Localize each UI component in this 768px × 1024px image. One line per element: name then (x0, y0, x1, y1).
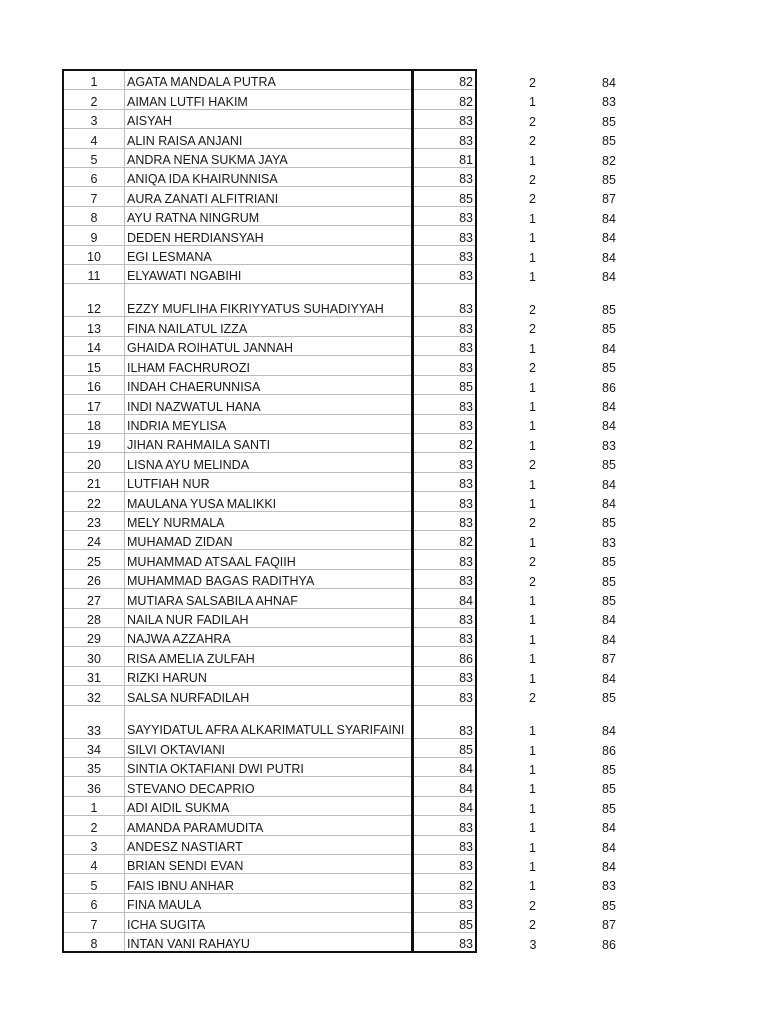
final-score-cell: 84 (602, 211, 616, 226)
final-score-cell: 85 (602, 114, 616, 129)
final-score-cell: 84 (602, 671, 616, 686)
bonus-cell: 1 (529, 231, 536, 246)
final-score-cell: 85 (602, 361, 616, 376)
score-cell: 83 (413, 168, 477, 187)
row-number-cell: 5 (63, 148, 125, 167)
score-cell: 83 (413, 835, 477, 854)
row-number-cell: 7 (63, 187, 125, 206)
student-name-cell: MAULANA YUSA MALIKKI (125, 492, 413, 511)
score-cell: 81 (413, 148, 477, 167)
row-number-cell: 26 (63, 569, 125, 588)
bonus-cell: 1 (529, 743, 536, 758)
score-cell: 83 (413, 569, 477, 588)
final-score-cell: 84 (602, 269, 616, 284)
score-cell: 83 (413, 855, 477, 874)
final-score-cell: 85 (602, 801, 616, 816)
bonus-cell: 1 (529, 535, 536, 550)
student-name-cell: MELY NURMALA (125, 511, 413, 530)
row-number-cell: 23 (63, 511, 125, 530)
student-name-cell: MUHAMMAD BAGAS RADITHYA (125, 569, 413, 588)
student-name-cell: SAYYIDATUL AFRA ALKARIMATULL SYARIFAINI (125, 705, 413, 738)
row-number-cell: 17 (63, 395, 125, 414)
table-row (63, 569, 629, 588)
final-score-cell: 85 (602, 302, 616, 317)
table-row (63, 226, 629, 245)
bonus-cell: 2 (529, 574, 536, 589)
bonus-cell: 1 (529, 380, 536, 395)
student-name-cell: AISYAH (125, 109, 413, 128)
score-cell: 83 (413, 453, 477, 472)
row-number-cell: 6 (63, 168, 125, 187)
bonus-cell: 1 (529, 497, 536, 512)
row-number-cell: 9 (63, 226, 125, 245)
student-name-cell: ILHAM FACHRUROZI (125, 356, 413, 375)
score-cell: 85 (413, 375, 477, 394)
student-name-cell: DEDEN HERDIANSYAH (125, 226, 413, 245)
student-name-cell: AGATA MANDALA PUTRA (125, 70, 413, 90)
row-number-cell: 21 (63, 472, 125, 491)
row-number-cell: 3 (63, 835, 125, 854)
table-row (63, 453, 629, 472)
table-row (63, 356, 629, 375)
table-row (63, 284, 629, 317)
bonus-cell: 2 (529, 172, 536, 187)
table-row (63, 627, 629, 646)
row-number-cell: 20 (63, 453, 125, 472)
table-row (63, 168, 629, 187)
bonus-cell: 1 (529, 782, 536, 797)
score-cell: 83 (413, 932, 477, 952)
final-score-cell: 85 (602, 516, 616, 531)
bonus-cell: 1 (529, 269, 536, 284)
row-number-cell: 11 (63, 265, 125, 284)
score-cell: 83 (413, 265, 477, 284)
final-score-cell: 84 (602, 231, 616, 246)
student-name-cell: FINA NAILATUL IZZA (125, 317, 413, 336)
student-name-cell: RISA AMELIA ZULFAH (125, 647, 413, 666)
final-score-cell: 85 (602, 762, 616, 777)
row-number-cell: 5 (63, 874, 125, 893)
final-score-cell: 85 (602, 782, 616, 797)
final-score-cell: 84 (602, 840, 616, 855)
final-score-cell: 84 (602, 497, 616, 512)
student-name-cell: ANDRA NENA SUKMA JAYA (125, 148, 413, 167)
table-row (63, 109, 629, 128)
row-number-cell: 12 (63, 284, 125, 317)
final-score-cell: 84 (602, 341, 616, 356)
row-number-cell: 4 (63, 855, 125, 874)
score-cell: 84 (413, 589, 477, 608)
final-score-cell: 83 (602, 95, 616, 110)
score-cell: 83 (413, 414, 477, 433)
bonus-cell: 2 (529, 918, 536, 933)
row-number-cell: 1 (63, 796, 125, 815)
table-row (63, 608, 629, 627)
final-score-cell: 84 (602, 400, 616, 414)
final-score-cell: 87 (602, 652, 616, 667)
score-cell: 83 (413, 472, 477, 491)
bonus-cell: 1 (529, 879, 536, 894)
table-row (63, 589, 629, 608)
score-cell: 82 (413, 433, 477, 452)
student-name-cell: SILVI OKTAVIANI (125, 738, 413, 757)
table-row (63, 796, 629, 815)
bonus-cell: 2 (529, 114, 536, 129)
final-score-cell: 85 (602, 322, 616, 337)
row-number-cell: 19 (63, 433, 125, 452)
final-score-cell: 86 (602, 380, 616, 395)
score-cell: 85 (413, 913, 477, 932)
bonus-cell: 1 (529, 652, 536, 667)
final-score-cell: 87 (602, 192, 616, 207)
row-number-cell: 33 (63, 705, 125, 738)
final-score-cell: 84 (602, 419, 616, 434)
table-row (63, 492, 629, 511)
student-name-cell: LUTFIAH NUR (125, 472, 413, 491)
score-cell: 83 (413, 511, 477, 530)
student-name-cell: AURA ZANATI ALFITRIANI (125, 187, 413, 206)
student-name-cell: LISNA AYU MELINDA (125, 453, 413, 472)
table-row (63, 336, 629, 355)
bonus-cell: 1 (529, 840, 536, 855)
score-cell: 82 (413, 70, 477, 90)
table-row (63, 777, 629, 796)
row-number-cell: 14 (63, 336, 125, 355)
score-cell: 86 (413, 647, 477, 666)
table-row (63, 472, 629, 491)
student-name-cell: ADI AIDIL SUKMA (125, 796, 413, 815)
bonus-cell: 2 (529, 302, 536, 317)
table-row (63, 206, 629, 225)
student-name-cell: STEVANO DECAPRIO (125, 777, 413, 796)
table-row (63, 913, 629, 932)
final-score-cell: 85 (602, 134, 616, 149)
row-number-cell: 15 (63, 356, 125, 375)
student-name-cell: BRIAN SENDI EVAN (125, 855, 413, 874)
bonus-cell: 1 (529, 341, 536, 356)
score-cell: 83 (413, 816, 477, 835)
bonus-cell: 2 (529, 691, 536, 706)
final-score-cell: 85 (602, 458, 616, 473)
final-score-cell: 85 (602, 691, 616, 706)
row-number-cell: 24 (63, 530, 125, 549)
bonus-cell: 2 (529, 361, 536, 376)
student-name-cell: MUHAMMAD ATSAAL FAQIIH (125, 550, 413, 569)
student-name-cell: RIZKI HARUN (125, 666, 413, 685)
student-name-cell: INDRIA MEYLISA (125, 414, 413, 433)
table-row (63, 129, 629, 148)
table-row (63, 90, 629, 109)
bonus-cell: 1 (529, 801, 536, 816)
score-cell: 83 (413, 284, 477, 317)
row-number-cell: 3 (63, 109, 125, 128)
score-cell: 82 (413, 530, 477, 549)
final-score-cell: 86 (602, 938, 616, 953)
student-name-cell: NAJWA AZZAHRA (125, 627, 413, 646)
final-score-cell: 84 (602, 632, 616, 647)
score-cell: 83 (413, 129, 477, 148)
final-score-cell: 85 (602, 898, 616, 913)
final-score-cell: 87 (602, 918, 616, 933)
row-number-cell: 18 (63, 414, 125, 433)
table-row (63, 647, 629, 666)
student-name-cell: GHAIDA ROIHATUL JANNAH (125, 336, 413, 355)
table-row (63, 511, 629, 530)
student-name-cell: SALSA NURFADILAH (125, 686, 413, 705)
score-cell: 83 (413, 627, 477, 646)
row-number-cell: 27 (63, 589, 125, 608)
final-score-cell: 83 (602, 879, 616, 894)
score-cell: 85 (413, 738, 477, 757)
row-number-cell: 28 (63, 608, 125, 627)
table-row (63, 666, 629, 685)
final-score-cell: 84 (602, 724, 616, 739)
student-name-cell: INTAN VANI RAHAYU (125, 932, 413, 952)
row-number-cell: 6 (63, 893, 125, 912)
student-name-cell: FINA MAULA (125, 893, 413, 912)
final-score-cell: 84 (602, 477, 616, 492)
score-cell: 84 (413, 796, 477, 815)
row-number-cell: 25 (63, 550, 125, 569)
table-row (63, 855, 629, 874)
bonus-cell: 1 (529, 400, 536, 414)
final-score-cell: 85 (602, 555, 616, 570)
bonus-cell: 1 (529, 153, 536, 168)
row-number-cell: 2 (63, 816, 125, 835)
table-row (63, 433, 629, 452)
bonus-cell: 1 (529, 671, 536, 686)
bonus-cell: 1 (529, 594, 536, 609)
bonus-cell: 1 (529, 95, 536, 110)
table-row (63, 395, 629, 414)
row-number-cell: 30 (63, 647, 125, 666)
row-number-cell: 35 (63, 758, 125, 777)
student-name-cell: ELYAWATI NGABIHI (125, 265, 413, 284)
student-name-cell: ALIN RAISA ANJANI (125, 129, 413, 148)
table-row (63, 550, 629, 569)
row-number-cell: 34 (63, 738, 125, 757)
bonus-cell: 1 (529, 762, 536, 777)
table-row (63, 148, 629, 167)
bonus-cell: 2 (529, 322, 536, 337)
final-score-cell: 83 (602, 535, 616, 550)
table-row (63, 816, 629, 835)
bonus-cell: 2 (529, 134, 536, 149)
student-name-cell: AMANDA PARAMUDITA (125, 816, 413, 835)
final-score-cell: 85 (602, 574, 616, 589)
row-number-cell: 7 (63, 913, 125, 932)
score-cell: 84 (413, 758, 477, 777)
final-score-cell: 85 (602, 172, 616, 187)
row-number-cell: 22 (63, 492, 125, 511)
table-row (63, 705, 629, 738)
score-cell: 83 (413, 666, 477, 685)
score-cell: 83 (413, 206, 477, 225)
score-cell: 83 (413, 686, 477, 705)
score-cell: 83 (413, 492, 477, 511)
table-row (63, 245, 629, 264)
score-cell: 83 (413, 245, 477, 264)
bonus-cell: 1 (529, 211, 536, 226)
row-number-cell: 29 (63, 627, 125, 646)
score-cell: 83 (413, 336, 477, 355)
table-body (63, 70, 629, 952)
table-row (63, 375, 629, 394)
student-name-cell: EZZY MUFLIHA FIKRIYYATUS SUHADIYYAH (125, 284, 413, 317)
student-name-cell: EGI LESMANA (125, 245, 413, 264)
score-cell: 82 (413, 90, 477, 109)
table-row (63, 187, 629, 206)
final-score-cell: 84 (602, 613, 616, 628)
bonus-cell: 2 (529, 516, 536, 531)
score-cell: 83 (413, 608, 477, 627)
bonus-cell: 1 (529, 859, 536, 874)
student-name-cell: NAILA NUR FADILAH (125, 608, 413, 627)
table-row (63, 874, 629, 893)
row-number-cell: 31 (63, 666, 125, 685)
bonus-cell: 2 (529, 458, 536, 473)
score-cell: 82 (413, 874, 477, 893)
row-number-cell: 13 (63, 317, 125, 336)
bonus-cell: 1 (529, 821, 536, 836)
final-score-cell: 86 (602, 743, 616, 758)
bonus-cell: 3 (529, 938, 537, 953)
bonus-cell: 2 (529, 898, 536, 913)
score-cell: 83 (413, 705, 477, 738)
row-number-cell: 36 (63, 777, 125, 796)
student-name-cell: AIMAN LUTFI HAKIM (125, 90, 413, 109)
score-cell: 83 (413, 356, 477, 375)
score-cell: 83 (413, 317, 477, 336)
table-row (63, 414, 629, 433)
score-cell: 83 (413, 226, 477, 245)
student-name-cell: INDAH CHAERUNNISA (125, 375, 413, 394)
bonus-cell: 1 (529, 438, 536, 453)
table-row (63, 738, 629, 757)
bonus-cell: 1 (529, 724, 536, 739)
score-cell: 85 (413, 187, 477, 206)
bonus-cell: 2 (529, 192, 536, 207)
row-number-cell: 1 (63, 70, 125, 90)
bonus-cell: 1 (529, 632, 536, 647)
bonus-cell: 1 (529, 477, 536, 492)
table-row (63, 70, 629, 90)
final-score-cell: 83 (602, 438, 616, 453)
row-number-cell: 4 (63, 129, 125, 148)
score-cell: 83 (413, 395, 477, 414)
table-row (63, 265, 629, 284)
table-row (63, 317, 629, 336)
score-cell: 84 (413, 777, 477, 796)
row-number-cell: 8 (63, 206, 125, 225)
final-score-cell: 84 (602, 859, 616, 874)
final-score-cell: 85 (602, 594, 616, 609)
student-name-cell: MUTIARA SALSABILA AHNAF (125, 589, 413, 608)
final-score-cell: 84 (602, 75, 616, 90)
bonus-cell: 2 (529, 75, 536, 90)
student-score-table (62, 69, 630, 953)
row-number-cell: 2 (63, 90, 125, 109)
student-name-cell: AYU RATNA NINGRUM (125, 206, 413, 225)
row-number-cell: 32 (63, 686, 125, 705)
score-cell: 83 (413, 893, 477, 912)
bonus-cell: 1 (529, 613, 536, 628)
score-cell: 83 (413, 550, 477, 569)
bonus-cell: 1 (529, 419, 536, 434)
row-number-cell: 8 (63, 932, 125, 952)
student-name-cell: SINTIA OKTAFIANI DWI PUTRI (125, 758, 413, 777)
table-row (63, 758, 629, 777)
final-score-cell: 84 (602, 250, 616, 265)
row-number-cell: 16 (63, 375, 125, 394)
bonus-cell: 1 (529, 250, 536, 265)
final-score-cell: 82 (602, 153, 616, 168)
student-name-cell: FAIS IBNU ANHAR (125, 874, 413, 893)
bonus-cell: 2 (529, 555, 536, 570)
student-name-cell: INDI NAZWATUL HANA (125, 395, 413, 414)
table-row (63, 530, 629, 549)
score-cell: 83 (413, 109, 477, 128)
table-row (63, 893, 629, 912)
student-name-cell: ANIQA IDA KHAIRUNNISA (125, 168, 413, 187)
table-row (63, 835, 629, 854)
final-score-cell: 84 (602, 821, 616, 836)
table-row (63, 686, 629, 705)
table-row (63, 932, 629, 952)
student-name-cell: JIHAN RAHMAILA SANTI (125, 433, 413, 452)
row-number-cell: 10 (63, 245, 125, 264)
student-name-cell: MUHAMAD ZIDAN (125, 530, 413, 549)
student-name-cell: ICHA SUGITA (125, 913, 413, 932)
student-name-cell: ANDESZ NASTIART (125, 835, 413, 854)
